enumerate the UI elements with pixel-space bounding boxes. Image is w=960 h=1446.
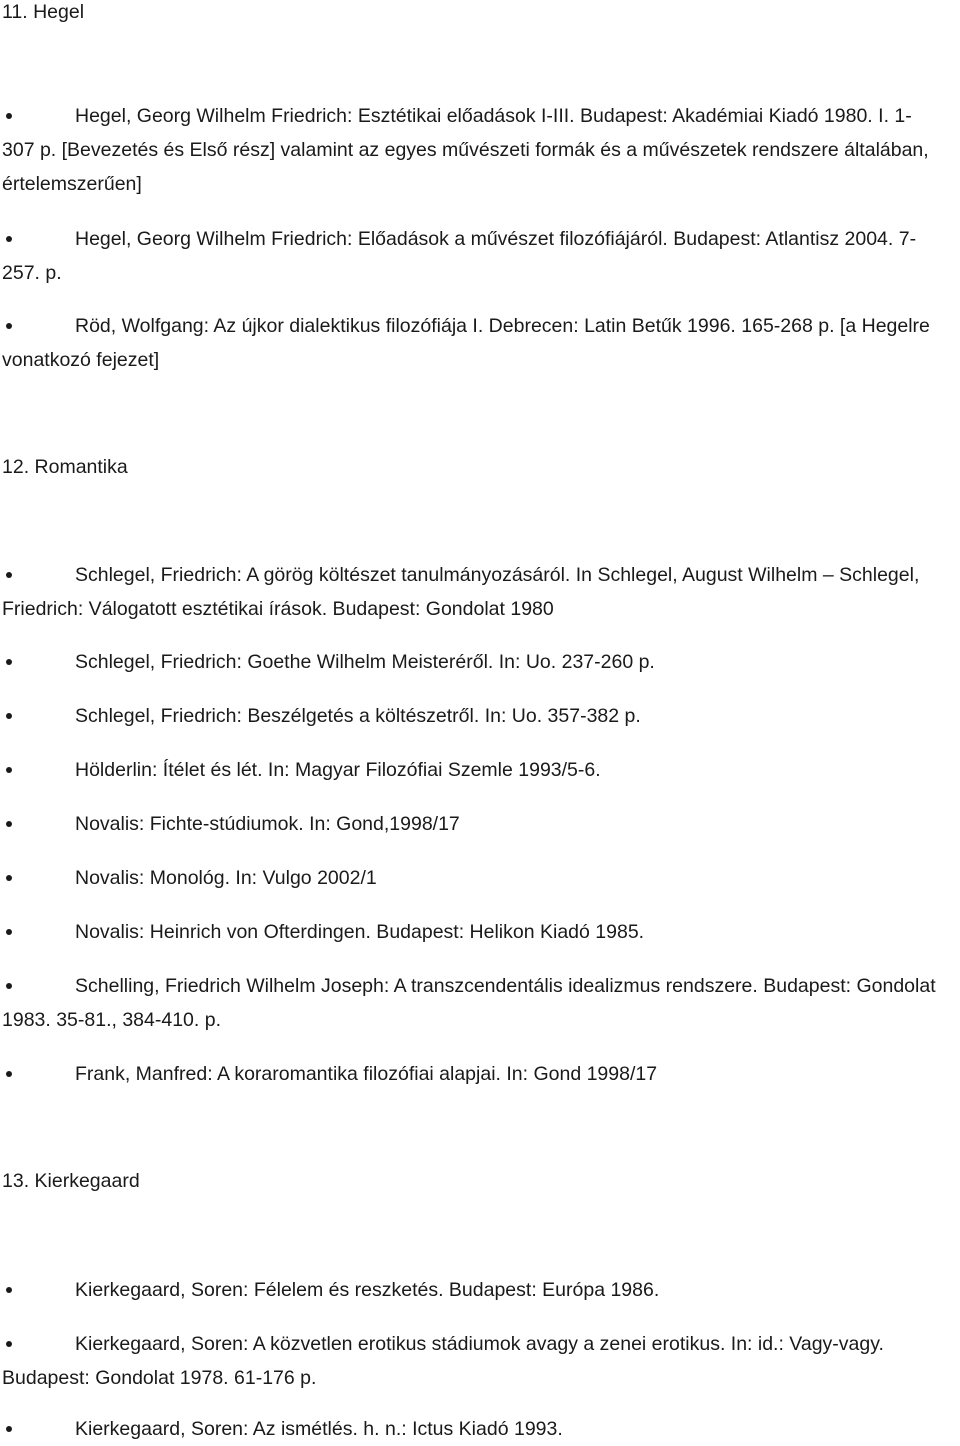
reference-text: Kierkegaard, Soren: Az ismétlés. h. n.: Ictus Kiadó 1993.	[75, 1418, 563, 1440]
reference-text: Röd, Wolfgang: Az újkor dialektikus filozófiája I. Debrecen: Latin Betűk 1996. 165-268 p. [a Hegelre vonatkozó fejezet]	[2, 315, 930, 371]
list-item	[2, 99, 942, 201]
section-heading-romantika: 12. Romantika	[2, 456, 128, 478]
reference-text: Schelling, Friedrich Wilhelm Joseph: A transzcendentális idealizmus rendszere. Budapest: Gondolat 1983. 35-81., 384-410. p.	[2, 975, 936, 1031]
list-item	[2, 309, 942, 377]
list-item	[2, 699, 942, 733]
section-heading-hegel: 11. Hegel	[2, 1, 85, 23]
reference-text: Schlegel, Friedrich: Beszélgetés a költészetről. In: Uo. 357-382 p.	[75, 705, 641, 727]
list-item	[2, 969, 942, 1037]
list-item	[2, 1327, 942, 1395]
reference-text: Novalis: Heinrich von Ofterdingen. Budapest: Helikon Kiadó 1985.	[75, 921, 645, 943]
list-item	[2, 1412, 942, 1446]
list-item	[2, 645, 942, 679]
reference-text: Schlegel, Friedrich: A görög költészet tanulmányozásáról. In Schlegel, August Wilhelm – Schlegel, Friedrich: Válogatott esztétikai írások. Budapest: Gondolat 1980	[2, 564, 920, 620]
list-item	[2, 558, 942, 626]
list-item	[2, 861, 942, 895]
reference-text: Hegel, Georg Wilhelm Friedrich: Esztétikai előadások I-III. Budapest: Akadémiai Kiadó 1980. I. 1-307 p. [Bevezetés és Első rész] valamint az egyes művészeti formák és a művészetek rendszere általában, értelemszerűen]	[2, 105, 929, 195]
list-item	[2, 222, 942, 290]
reference-text: Hölderlin: Ítélet és lét. In: Magyar Filozófiai Szemle 1993/5-6.	[75, 759, 601, 781]
reference-text: Hegel, Georg Wilhelm Friedrich: Előadások a művészet filozófiájáról. Budapest: Atlantisz 2004. 7-257. p.	[2, 228, 917, 284]
reference-text: Frank, Manfred: A koraromantika filozófiai alapjai. In: Gond 1998/17	[75, 1063, 658, 1085]
reference-text: Novalis: Fichte-stúdiumok. In: Gond,1998/17	[75, 813, 460, 835]
reference-text: Kierkegaard, Soren: A közvetlen erotikus stádiumok avagy a zenei erotikus. In: id.: Vagy-vagy. Budapest: Gondolat 1978. 61-176 p.	[2, 1333, 884, 1389]
reference-text: Kierkegaard, Soren: Félelem és reszketés. Budapest: Európa 1986.	[75, 1279, 660, 1301]
list-item	[2, 1057, 942, 1091]
reference-text: Schlegel, Friedrich: Goethe Wilhelm Meisteréről. In: Uo. 237-260 p.	[75, 651, 655, 673]
list-item	[2, 753, 942, 787]
list-item	[2, 1273, 942, 1307]
section-heading-kierkegaard: 13. Kierkegaard	[2, 1170, 140, 1192]
list-item	[2, 807, 942, 841]
list-item	[2, 915, 942, 949]
reference-text: Novalis: Monológ. In: Vulgo 2002/1	[75, 867, 377, 889]
